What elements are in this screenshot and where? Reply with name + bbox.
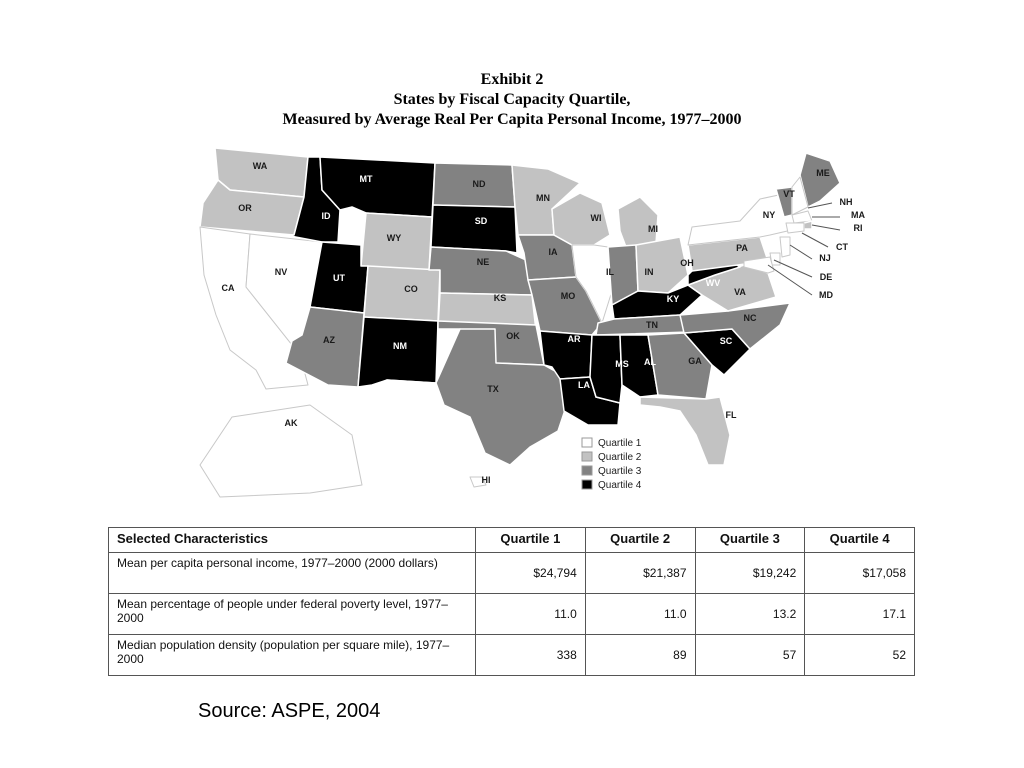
state-label-ma: MA — [851, 210, 865, 220]
legend-swatch-quartile-3 — [582, 466, 592, 475]
table-cell: 52 — [805, 635, 915, 676]
state-label-md: MD — [819, 290, 833, 300]
table-row — [109, 635, 915, 676]
table-cell: 11.0 — [476, 594, 586, 635]
state-label-de: DE — [819, 272, 833, 282]
row-label: Mean per capita personal income, 1977–2000 (2000 dollars) — [109, 553, 476, 594]
state-label-tn: TN — [646, 320, 658, 330]
table-cell: 11.0 — [585, 594, 695, 635]
state-label-sd: SD — [474, 216, 488, 226]
legend-label-quartile-1: Quartile 1 — [598, 438, 642, 449]
state-label-nd: ND — [472, 179, 486, 189]
state-label-ky: KY — [666, 294, 680, 304]
state-label-mt: MT — [359, 174, 373, 184]
state-label-sc: SC — [719, 336, 733, 346]
state-label-ak: AK — [284, 418, 298, 428]
state-mi — [618, 197, 658, 247]
state-label-ga: GA — [688, 356, 702, 366]
state-label-wa: WA — [252, 161, 268, 171]
header-quartile-1: Quartile 1 — [476, 528, 586, 553]
state-label-ok: OK — [506, 331, 520, 341]
state-label-ks: KS — [493, 293, 507, 303]
state-ct — [786, 223, 804, 233]
table-cell: $17,058 — [805, 553, 915, 594]
state-mt — [320, 157, 435, 217]
state-label-ct: CT — [836, 242, 848, 252]
header-quartile-4: Quartile 4 — [805, 528, 915, 553]
leader-ct — [802, 233, 828, 247]
state-nj — [780, 237, 790, 257]
leader-nj — [790, 245, 812, 259]
table-cell: 13.2 — [695, 594, 805, 635]
state-label-nv: NV — [274, 267, 288, 277]
title-line-3: Measured by Average Real Per Capita Personal Income, 1977–2000 — [282, 111, 742, 128]
state-label-il: IL — [606, 267, 614, 277]
table-cell: 89 — [585, 635, 695, 676]
state-label-mn: MN — [536, 193, 550, 203]
state-label-ia: IA — [548, 247, 558, 257]
table-cell: 338 — [476, 635, 586, 676]
legend-swatch-quartile-1 — [582, 438, 592, 447]
state-nm — [358, 317, 438, 387]
state-label-pa: PA — [736, 243, 748, 253]
state-label-ny: NY — [762, 210, 776, 220]
legend-label-quartile-4: Quartile 4 — [598, 480, 642, 491]
table-cell: 17.1 — [805, 594, 915, 635]
state-label-ut: UT — [333, 273, 345, 283]
state-label-la: LA — [578, 380, 590, 390]
state-label-mo: MO — [560, 291, 576, 301]
table-header-row — [109, 528, 915, 553]
state-sd — [431, 205, 517, 253]
exhibit-title — [0, 70, 1024, 130]
state-label-id: ID — [321, 211, 331, 221]
state-label-fl: FL — [725, 410, 737, 420]
state-label-or: OR — [238, 203, 252, 213]
title-line-2: States by Fiscal Capacity Quartile, — [393, 91, 631, 108]
leader-de — [774, 260, 812, 277]
state-label-hi: HI — [481, 475, 491, 485]
state-label-nj: NJ — [819, 253, 831, 263]
header-quartile-3: Quartile 3 — [695, 528, 805, 553]
header-characteristics: Selected Characteristics — [109, 528, 476, 553]
state-label-ms: MS — [615, 359, 629, 369]
state-label-az: AZ — [323, 335, 335, 345]
map-legend — [582, 438, 642, 491]
characteristics-table — [108, 527, 915, 676]
table-cell: $21,387 — [585, 553, 695, 594]
state-ri — [804, 221, 812, 229]
table-cell: 57 — [695, 635, 805, 676]
legend-label-quartile-2: Quartile 2 — [598, 452, 642, 463]
state-ne — [429, 247, 532, 295]
us-quartile-map — [140, 135, 880, 505]
state-label-me: ME — [816, 168, 830, 178]
state-label-in: IN — [644, 267, 654, 277]
state-label-al: AL — [644, 357, 656, 367]
title-line-1: Exhibit 2 — [480, 71, 544, 88]
table-row — [109, 553, 915, 594]
state-ak — [200, 405, 362, 497]
state-label-wy: WY — [386, 233, 402, 243]
legend-swatch-quartile-2 — [582, 452, 592, 461]
state-label-va: VA — [734, 287, 746, 297]
state-label-ne: NE — [476, 257, 490, 267]
state-label-co: CO — [404, 284, 418, 294]
legend-swatch-quartile-4 — [582, 480, 592, 489]
row-label: Median population density (population per square mile), 1977–2000 — [109, 635, 476, 676]
state-label-wi: WI — [590, 213, 602, 223]
state-label-tx: TX — [487, 384, 499, 394]
state-label-nm: NM — [393, 341, 407, 351]
state-label-mi: MI — [648, 224, 658, 234]
state-label-ca: CA — [221, 283, 235, 293]
leader-ri — [812, 225, 840, 230]
row-label: Mean percentage of people under federal poverty level, 1977–2000 — [109, 594, 476, 635]
state-label-wv: WV — [705, 278, 721, 288]
table-cell: $19,242 — [695, 553, 805, 594]
table-row — [109, 594, 915, 635]
state-label-ri: RI — [853, 223, 863, 233]
legend-label-quartile-3: Quartile 3 — [598, 466, 642, 477]
state-label-nc: NC — [743, 313, 757, 323]
state-fl — [640, 397, 730, 465]
header-quartile-2: Quartile 2 — [585, 528, 695, 553]
state-co — [364, 266, 440, 321]
state-ms — [590, 335, 622, 403]
table-cell: $24,794 — [476, 553, 586, 594]
state-label-ar: AR — [567, 334, 581, 344]
source-note: Source: ASPE, 2004 — [198, 700, 381, 722]
state-label-oh: OH — [680, 258, 694, 268]
state-label-nh: NH — [839, 197, 853, 207]
state-label-vt: VT — [783, 189, 795, 199]
